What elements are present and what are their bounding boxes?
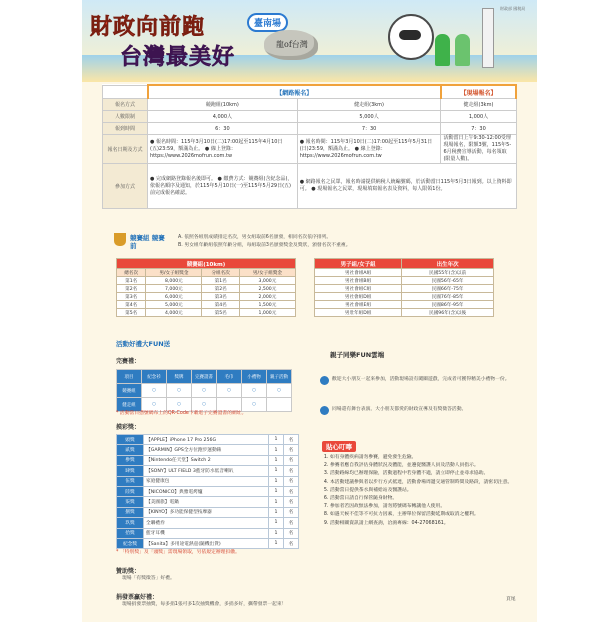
table-row bbox=[103, 111, 517, 123]
row-label: 人數限制 bbox=[103, 111, 148, 123]
col-header: 男/女子組獎金 bbox=[239, 269, 295, 277]
check-mark: ○ bbox=[192, 384, 217, 398]
note-item: 2. 參賽者應自我評估身體狀況及體能，並遵從醫護人員及活動人員指示。 bbox=[330, 462, 530, 470]
prize-rank: 參獎 bbox=[117, 455, 144, 465]
registration-table bbox=[102, 84, 517, 209]
table-row bbox=[315, 301, 494, 309]
note-item: 8. 如遇天候不佳等不可抗力因素，主辦單位保留活動延期或取消之權利。 bbox=[330, 511, 530, 519]
prize-rank: 紀念獎 bbox=[117, 538, 144, 548]
finish-gift-table bbox=[116, 369, 292, 412]
note-item: 5. 活動當日提供茶水與補給站及醫護站。 bbox=[330, 487, 530, 495]
awards-title: 競賽組 競賽前 bbox=[130, 234, 165, 250]
note-item: 7. 參加者若因故無法參加，請勿將號碼布轉讓他人使用。 bbox=[330, 503, 530, 511]
prize-rank: 拾獎 bbox=[117, 528, 144, 538]
prize-name: 全聯禮券 bbox=[144, 518, 269, 528]
prize-name: 【SONY】ULT FIELD 3藍牙防水低音喇叭 bbox=[144, 466, 269, 476]
prize-qty: 1 bbox=[269, 466, 284, 476]
prize-name: 【Sanita】多用途電熱壺(隨機出貨) bbox=[144, 538, 269, 548]
awards-note-a: A. 依照各組別成績排定名次，男女組取前6名頒發，相同名次依序排列。 bbox=[178, 235, 332, 240]
table-row bbox=[103, 164, 517, 209]
table-row bbox=[103, 135, 517, 164]
table-row bbox=[315, 277, 494, 285]
table-caption: 競賽組(10km) bbox=[117, 259, 296, 269]
online-header: 【網路報名】 bbox=[148, 85, 441, 99]
table-row bbox=[117, 293, 296, 301]
table-cell: 2,000元 bbox=[239, 293, 295, 301]
poster bbox=[82, 0, 537, 622]
invoice-text: 現場捐發票抽獎，每多捐1張可多1次抽獎機會，多捐多好，攜帶發票一起來！ bbox=[122, 602, 287, 607]
prize-unit: 名 bbox=[284, 538, 299, 548]
prize-rank: 陸獎 bbox=[117, 486, 144, 496]
prize-unit: 名 bbox=[284, 497, 299, 507]
prize-qty: 1 bbox=[269, 435, 284, 445]
col-header: 完賽證書 bbox=[192, 370, 217, 384]
check-mark: ○ bbox=[167, 384, 192, 398]
check-mark: ○ bbox=[242, 384, 267, 398]
check-mark: ○ bbox=[217, 384, 242, 398]
mascot-illustration bbox=[388, 14, 434, 60]
table-cell: 8,000元 bbox=[146, 277, 202, 285]
sponsor-title: 贊助獎： bbox=[116, 568, 141, 575]
banner-title-line1: 財政向前跑 bbox=[90, 14, 206, 40]
table-cell: 7,000元 bbox=[146, 285, 202, 293]
col-header: 紀念衫 bbox=[142, 370, 167, 384]
row-label: 參加方式 bbox=[103, 164, 148, 209]
table-cell: 5,000元 bbox=[146, 301, 202, 309]
col-header: 項目 bbox=[117, 370, 142, 384]
table-cell: 5,000人 bbox=[297, 111, 441, 123]
family-title: 親子同樂FUN雲端 bbox=[330, 351, 385, 359]
col-header: 男/女子組獎金 bbox=[146, 269, 202, 277]
note-item: 4. 本活動建議參與者以步行方式抵達，活動會場周邊交通管制時間及路段，請密切注意。 bbox=[330, 479, 530, 487]
prize-unit: 名 bbox=[284, 455, 299, 465]
prize-name: 【NICONICO】典雅電烤爐 bbox=[144, 486, 269, 496]
prize-unit: 名 bbox=[284, 518, 299, 528]
table-cell: 男社會組B組 bbox=[315, 277, 402, 285]
prize-rank: 頭獎 bbox=[117, 435, 144, 445]
kid-illustration bbox=[435, 34, 450, 66]
col-header: 親子活動 bbox=[267, 370, 292, 384]
prize-table bbox=[116, 434, 299, 549]
table-cell: 1,000人 bbox=[441, 111, 516, 123]
corner-cell bbox=[103, 85, 148, 99]
table-cell: 競跑組(10km) bbox=[148, 99, 298, 111]
prize-qty: 1 bbox=[269, 486, 284, 496]
table-cell: 男社會組A組 bbox=[315, 269, 402, 277]
logo-text: 財政部 國稅局 bbox=[500, 6, 526, 11]
prize-name: 【APPLE】iPhone 17 Pro 256G bbox=[144, 435, 269, 445]
table-cell: 6：30 bbox=[148, 123, 298, 135]
prize-unit: 名 bbox=[284, 528, 299, 538]
prize-qty: 1 bbox=[269, 528, 284, 538]
table-cell: 1,500元 bbox=[239, 301, 295, 309]
table-cell: 活動當日上午9:30-12:00受理現場報名，限額3號，115年5-6月稅務宣導活動，每名領取(限量人數)。 bbox=[441, 135, 516, 164]
raffle-title: 摸彩獎： bbox=[116, 424, 141, 431]
banner bbox=[82, 0, 537, 82]
prize-name: 藍牙耳機 bbox=[144, 528, 269, 538]
notes-title: 貼心叮嚀 bbox=[322, 441, 356, 452]
banner-title-line2: 台灣最美好 bbox=[120, 44, 236, 70]
trophy-icon bbox=[114, 233, 126, 246]
table-cell: 民國55年(含)以前 bbox=[402, 269, 494, 277]
table-cell: 第2名 bbox=[117, 285, 146, 293]
note-item: 1. 如有身體疾病請勿參賽，避免發生危險。 bbox=[330, 454, 530, 462]
table-row bbox=[103, 99, 517, 111]
prize-unit: 名 bbox=[284, 466, 299, 476]
prize-name: 家庭健康包 bbox=[144, 476, 269, 486]
table-row bbox=[117, 507, 299, 517]
fun-title: 活動好禮大FUN送 bbox=[116, 340, 171, 348]
bullet-icon bbox=[320, 406, 329, 415]
table-row bbox=[315, 309, 494, 317]
prize-unit: 名 bbox=[284, 435, 299, 445]
table-cell: 男社會組C組 bbox=[315, 285, 402, 293]
red-note: * 活動當日憑號碼布上的QR-Code下載電子完賽證書的網址。 bbox=[116, 411, 247, 416]
note-item: 9. 活動相關資訊請上網查詢，洽詢專線：04-27068161。 bbox=[330, 520, 530, 528]
note-item: 3. 活動路線均已辦理保險，活動過程中若身體不適，請立即停止並尋求協助。 bbox=[330, 470, 530, 478]
invoice-title: 捐發票贏好禮： bbox=[116, 594, 159, 601]
check-mark: ○ bbox=[167, 398, 192, 412]
check-mark: ○ bbox=[192, 398, 217, 412]
table-row bbox=[117, 466, 299, 476]
kid-illustration bbox=[455, 34, 470, 66]
table-cell: 男社會組E組 bbox=[315, 301, 402, 309]
table-cell: 3,000元 bbox=[239, 277, 295, 285]
table-cell: 第4名 bbox=[117, 301, 146, 309]
bullet-icon bbox=[320, 376, 329, 385]
prize-note: * 「特別獎」及「頭獎」需現場領取，另依規定辦理扣繳。 bbox=[116, 550, 240, 555]
col-header: 總名次 bbox=[117, 269, 146, 277]
row-label: 報名方式 bbox=[103, 99, 148, 111]
col-header: 分組名次 bbox=[202, 269, 239, 277]
table-cell: 民國56年-65年 bbox=[402, 277, 494, 285]
table-cell: ● 報名時間：115年3月10日(二)17:00起至115年4月10日(五)23:59，額滿為止。 ● 線上登錄：https://www.2026mofrun.com.tw bbox=[148, 135, 298, 164]
table-row bbox=[117, 486, 299, 496]
prize-qty: 1 bbox=[269, 445, 284, 455]
table-row bbox=[117, 476, 299, 486]
prize-qty: 1 bbox=[269, 538, 284, 548]
check-mark: ○ bbox=[242, 398, 267, 412]
table-cell: 男壯年組D組 bbox=[315, 309, 402, 317]
table-cell: 4,000元 bbox=[146, 309, 202, 317]
prize-rank: 玖獎 bbox=[117, 518, 144, 528]
notes-list bbox=[320, 454, 530, 528]
rock-illustration bbox=[264, 30, 318, 60]
table-caption: 男子組/女子組 bbox=[315, 259, 402, 269]
table-cell: ● 網路報名之民眾，報名時請提供納稅人統編號碼，於活動當日115年5月3日報到。以上資料即可。 ● 現場報名之民眾，現場填寫報名表及資料，每人限領1份。 bbox=[297, 164, 516, 209]
table-row bbox=[117, 455, 299, 465]
prize-qty: 1 bbox=[269, 507, 284, 517]
prize-money-table bbox=[116, 258, 296, 317]
footer-text: 頁尾 bbox=[506, 597, 516, 602]
table-row bbox=[315, 269, 494, 277]
prize-unit: 名 bbox=[284, 507, 299, 517]
table-cell: 第1名 bbox=[202, 277, 239, 285]
table-cell: 7：30 bbox=[297, 123, 441, 135]
table-cell: 6,000元 bbox=[146, 293, 202, 301]
row-label: 健走組 bbox=[117, 398, 142, 412]
prize-rank: 伍獎 bbox=[117, 476, 144, 486]
family-item-2: 同場還有舞台表演、大小朋友都愛的財政宣導及有獎徵答活動。 bbox=[332, 407, 467, 412]
table-cell: 第1名 bbox=[117, 277, 146, 285]
table-caption: 出生年次 bbox=[402, 259, 494, 269]
family-item-1: 歡迎大小朋友一起來參加，活動現場設有闖關遊戲，完成者可獲得精美小禮物一份。 bbox=[332, 377, 510, 382]
table-cell: 第5名 bbox=[117, 309, 146, 317]
table-row bbox=[117, 528, 299, 538]
table-cell: 男社會組D組 bbox=[315, 293, 402, 301]
lighthouse-illustration bbox=[482, 8, 494, 68]
venue-badge: 臺南場 bbox=[247, 13, 288, 32]
table-cell: 1,000元 bbox=[239, 309, 295, 317]
table-cell: 2,500元 bbox=[239, 285, 295, 293]
table-cell: 第3名 bbox=[117, 293, 146, 301]
check-mark: ○ bbox=[142, 384, 167, 398]
prize-rank: 貳獎 bbox=[117, 445, 144, 455]
table-row bbox=[117, 435, 299, 445]
table-row bbox=[117, 277, 296, 285]
table-row bbox=[117, 309, 296, 317]
col-header: 小禮物 bbox=[242, 370, 267, 384]
prize-rank: 捌獎 bbox=[117, 507, 144, 517]
check-mark: ○ bbox=[142, 398, 167, 412]
check-mark: ○ bbox=[267, 384, 292, 398]
table-cell: 第2名 bbox=[202, 285, 239, 293]
table-cell: 第4名 bbox=[202, 301, 239, 309]
prize-rank: 柒獎 bbox=[117, 497, 144, 507]
table-cell: 健走組(3km) bbox=[297, 99, 441, 111]
finish-gift-title: 完賽禮： bbox=[116, 358, 141, 365]
prize-qty: 1 bbox=[269, 476, 284, 486]
sponsor-text: 現場「有獎徵答」好禮。 bbox=[122, 576, 175, 581]
table-row bbox=[117, 538, 299, 548]
table-row bbox=[117, 285, 296, 293]
table-cell: 健走組(3km) bbox=[441, 99, 516, 111]
age-group-table bbox=[314, 258, 494, 317]
table-cell: 民國76年-85年 bbox=[402, 293, 494, 301]
awards-note-b: B. 男女組年齡組依照年齡分組，每組取前3名頒發獎金及獎狀，頒發名次不重複。 bbox=[178, 243, 351, 248]
col-header: 獎牌 bbox=[167, 370, 192, 384]
table-cell: 民國86年-95年 bbox=[402, 301, 494, 309]
table-row bbox=[103, 123, 517, 135]
prize-qty: 1 bbox=[269, 455, 284, 465]
table-row bbox=[315, 293, 494, 301]
prize-qty: 1 bbox=[269, 518, 284, 528]
table-row bbox=[315, 285, 494, 293]
col-header: 毛巾 bbox=[217, 370, 242, 384]
row-label: 報名日期及方式 bbox=[103, 135, 148, 164]
table-cell: 民國66年-75年 bbox=[402, 285, 494, 293]
prize-unit: 名 bbox=[284, 476, 299, 486]
row-label: 報到時間 bbox=[103, 123, 148, 135]
table-cell: 4,000人 bbox=[148, 111, 298, 123]
rock-text: 龍of台灣 bbox=[276, 40, 308, 49]
prize-name: 【美國旅】電鍋 bbox=[144, 497, 269, 507]
table-row bbox=[117, 518, 299, 528]
table-cell: ● 報名時間：115年3月10日(二)17:00起至115年5月31日(日)23:59，額滿為止。 ● 線上登錄：https://www.2026mofrun.com.tw bbox=[297, 135, 441, 164]
note-item: 6. 活動當日請自行保管隨身財物。 bbox=[330, 495, 530, 503]
table-row bbox=[117, 445, 299, 455]
table-cell: 7：30 bbox=[441, 123, 516, 135]
prize-unit: 名 bbox=[284, 445, 299, 455]
prize-name: 【GARMIN】GPS全方位跑步運動錶 bbox=[144, 445, 269, 455]
prize-unit: 名 bbox=[284, 486, 299, 496]
table-cell: 民國96年(含)以後 bbox=[402, 309, 494, 317]
table-row bbox=[117, 384, 292, 398]
onsite-header: 【現場報名】 bbox=[441, 85, 516, 99]
row-label: 競賽組 bbox=[117, 384, 142, 398]
prize-rank: 肆獎 bbox=[117, 466, 144, 476]
prize-name: 【Nintendo任天堂】Switch 2 bbox=[144, 455, 269, 465]
table-cell: ● 完成網路登錄報名後即可。 ● 繳費方式：競賽組(含紀念品)，依報名順序及通知，於115年5月10日(一)至115年5月29日(五)前完成報名確認。 bbox=[148, 164, 298, 209]
table-row bbox=[117, 497, 299, 507]
prize-qty: 1 bbox=[269, 497, 284, 507]
table-cell: 第3名 bbox=[202, 293, 239, 301]
table-row bbox=[117, 301, 296, 309]
table-cell: 第5名 bbox=[202, 309, 239, 317]
prize-name: 【KINYO】多功能保健型按摩器 bbox=[144, 507, 269, 517]
